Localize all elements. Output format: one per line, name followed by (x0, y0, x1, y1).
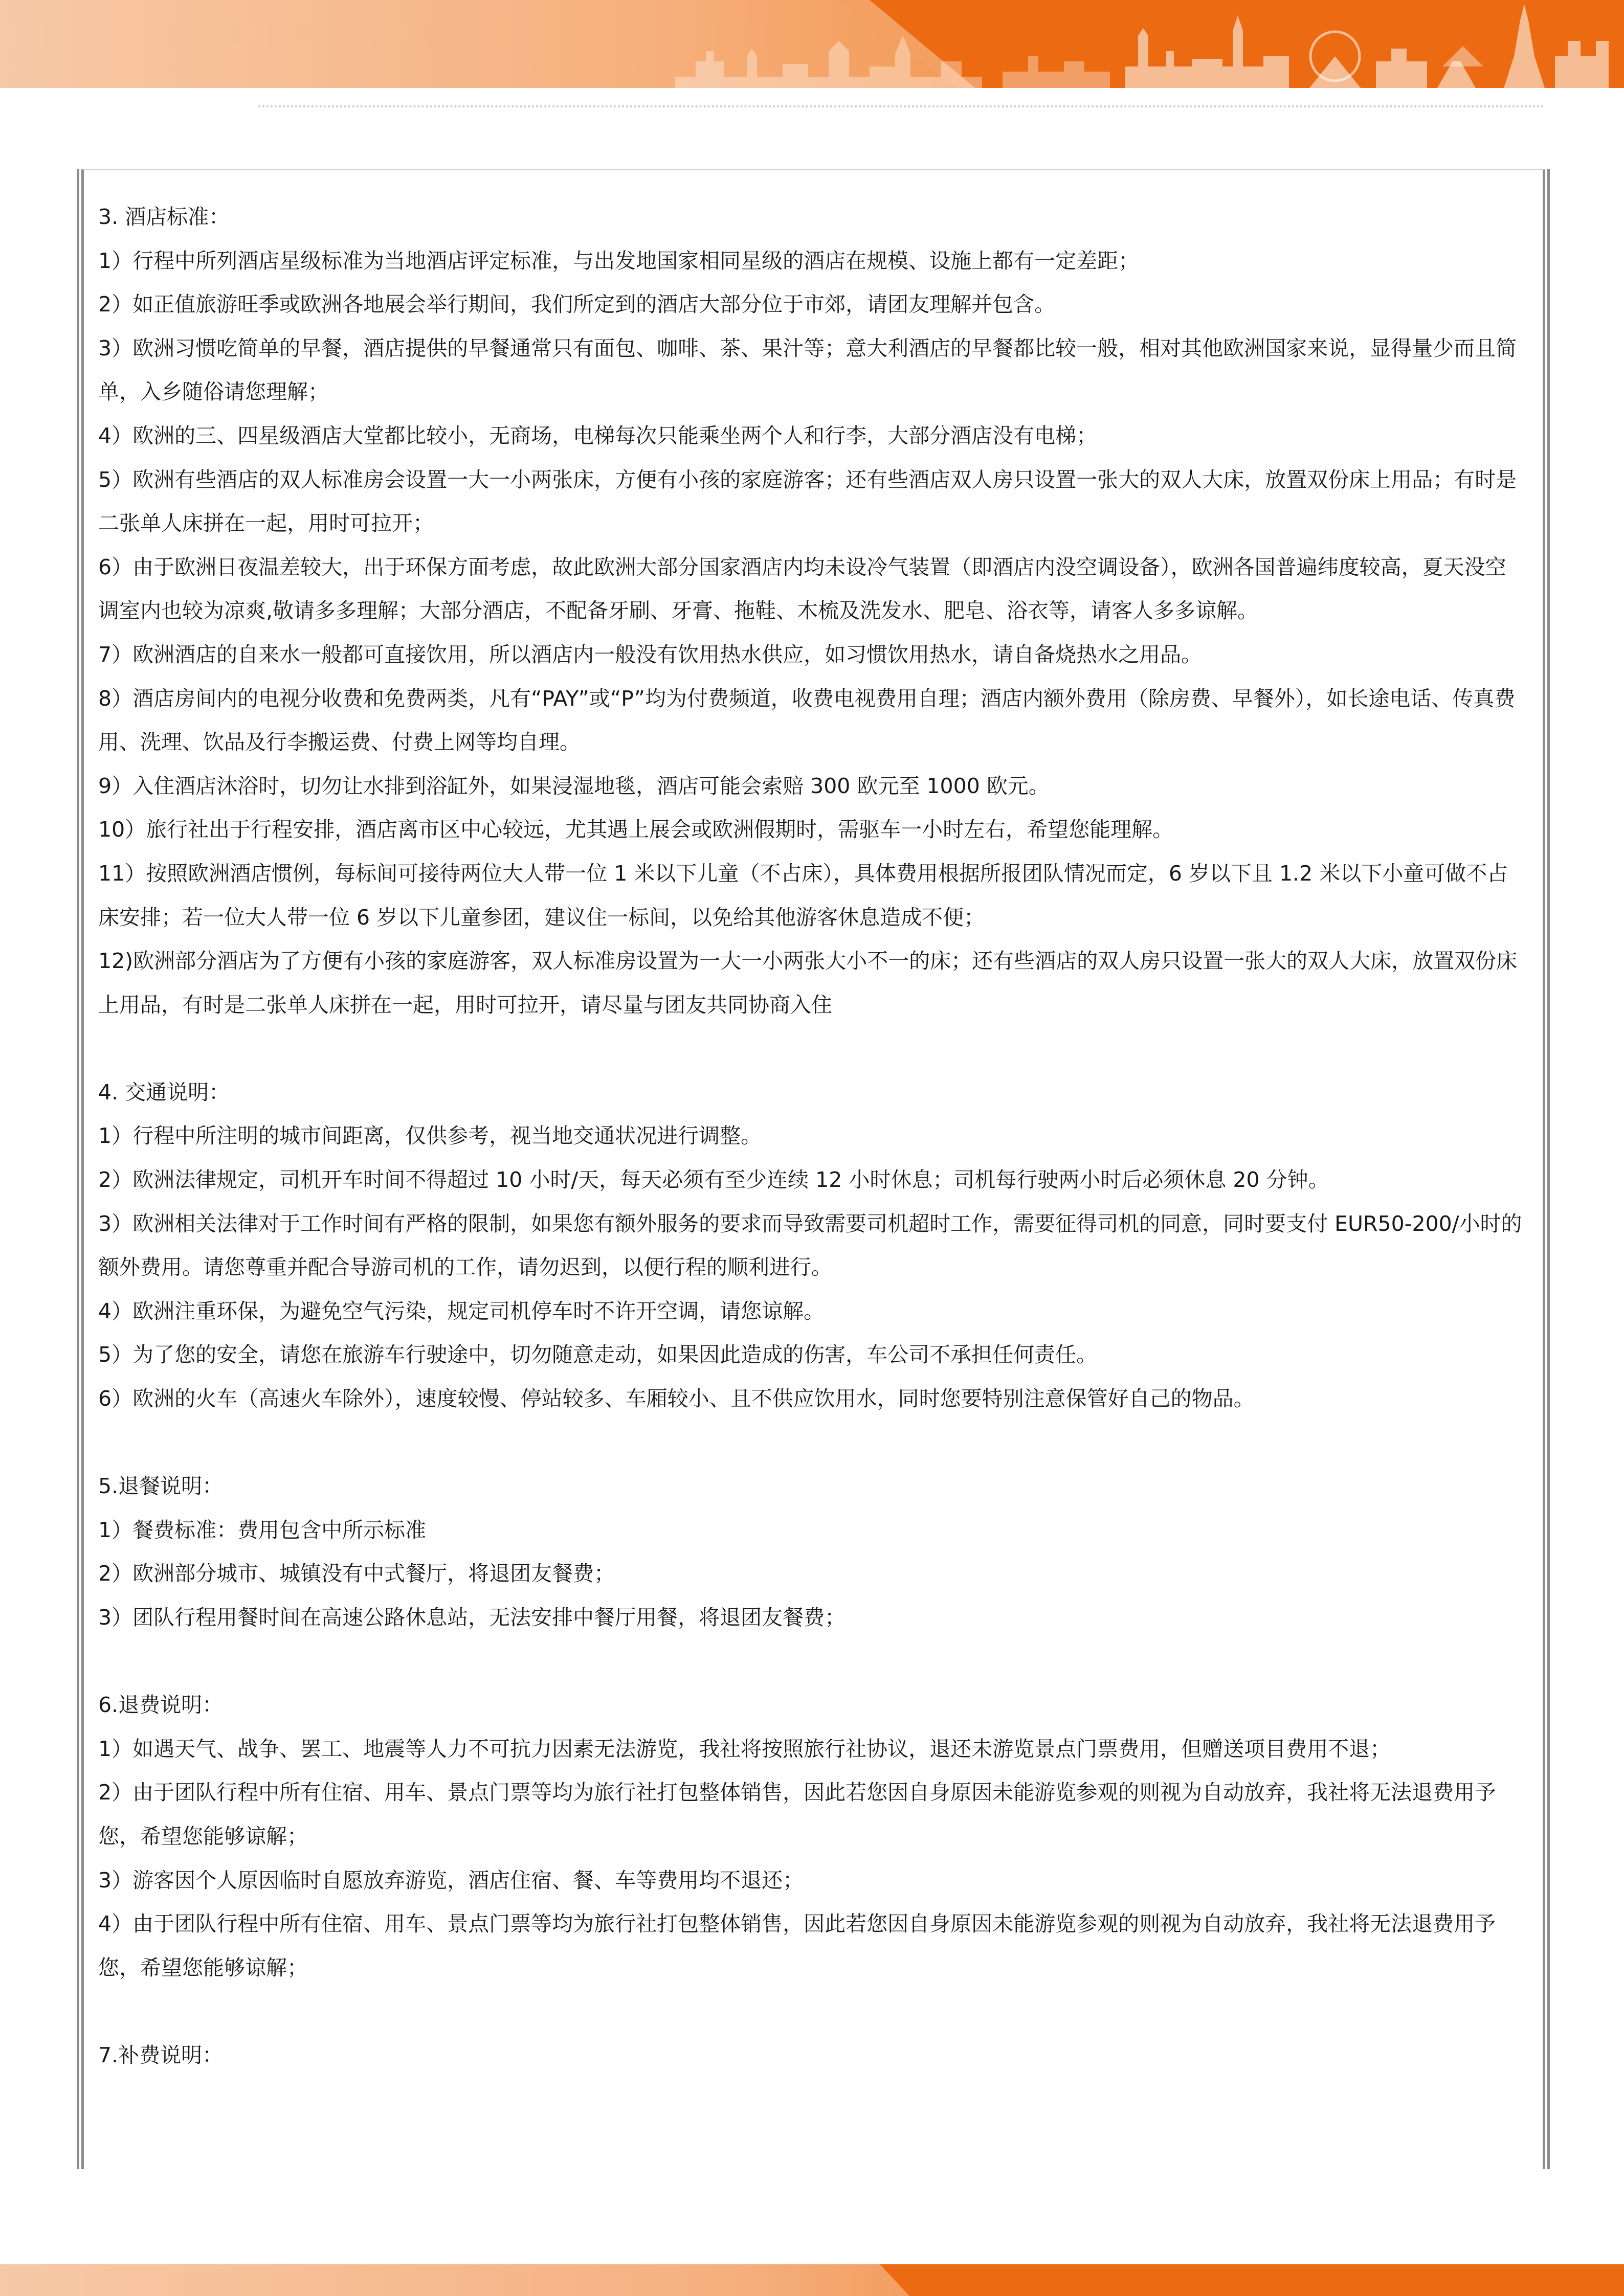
paragraph: 4）欧洲的三、四星级酒店大堂都比较小，无商场，电梯每次只能乘坐两个人和行李，大部分酒店没有电梯； (98, 423, 1098, 448)
paragraph: 5）为了您的安全，请您在旅游车行驶途中，切勿随意走动，如果因此造成的伤害，车公司不承担任何责任。 (98, 1342, 1098, 1367)
paragraph: 10）旅行社出于行程安排，酒店离市区中心较远，尤其遇上展会或欧洲假期时，需驱车一小时左右，希望您能理解。 (98, 817, 1174, 842)
paragraph: 9）入住酒店沐浴时，切勿让水排到浴缸外，如果浸湿地毯，酒店可能会索赔 300 欧元至 1000 欧元。 (98, 773, 1050, 798)
document-body (98, 195, 1526, 2078)
paragraph: 1）行程中所注明的城市间距离，仅供参考，视当地交通状况进行调整。 (98, 1123, 762, 1149)
section-gap (98, 1421, 1526, 1465)
section-title: 5.退餐说明： (98, 1474, 224, 1499)
section-title: 4. 交通说明： (98, 1079, 230, 1105)
paragraph: 1）如遇天气、战争、罢工、地震等人力不可抗力因素无法游览，我社将按照旅行社协议，退还未游览景点门票费用，但赠送项目费用不退； (98, 1736, 1391, 1761)
section-meal-refund (98, 1465, 1526, 1639)
paragraph: 2）如正值旅游旺季或欧洲各地展会举行期间，我们所定到的酒店大部分位于市郊，请团友理解并包含。 (98, 292, 1056, 317)
section-title: 3. 酒店标准： (98, 205, 230, 229)
section-hotel (98, 195, 1526, 1027)
section-transport (98, 1071, 1526, 1421)
section-refund (98, 1683, 1526, 1990)
header-divider (258, 105, 1545, 107)
paragraph: 1）餐费标准：费用包含中所示标准 (98, 1517, 427, 1542)
paragraph: 3）欧洲习惯吃简单的早餐，酒店提供的早餐通常只有面包、咖啡、茶、果汁等；意大利酒店的早餐都比较一般，相对其他欧洲国家来说，显得量少而且简单，入乡随俗请您理解； (98, 335, 1517, 404)
section-title: 6.退费说明： (98, 1693, 224, 1718)
paragraph: 12)欧洲部分酒店为了方便有小孩的家庭游客，双人标准房设置为一大一小两张大小不一的床；还有些酒店的双人房只设置一张大的双人大床，放置双份床上用品，有时是二张单人床拼在一起，用时可拉开，请尽量与团友共同协商入住 (98, 949, 1518, 1017)
paragraph: 3）欧洲相关法律对于工作时间有严格的限制，如果您有额外服务的要求而导致需要司机超时工作，需要征得司机的同意，同时要支付 EUR50-200/小时的额外费用。请您尊重并配合导游司机的工作，请勿迟到，以便行程的顺利进行。 (98, 1211, 1522, 1280)
paragraph: 7）欧洲酒店的自来水一般都可直接饮用，所以酒店内一般没有饮用热水供应，如习惯饮用热水，请自备烧热水之用品。 (98, 642, 1203, 667)
paragraph: 4）由于团队行程中所有住宿、用车、景点门票等均为旅行社打包整体销售，因此若您因自身原因未能游览参观的则视为自动放弃，我社将无法退费用予您，希望您能够谅解； (98, 1911, 1496, 1980)
paragraph: 2）由于团队行程中所有住宿、用车、景点门票等均为旅行社打包整体销售，因此若您因自身原因未能游览参观的则视为自动放弃，我社将无法退费用予您，希望您能够谅解； (98, 1780, 1496, 1849)
section-gap (98, 1027, 1526, 1071)
section-title: 7.补费说明： (98, 2042, 224, 2067)
paragraph: 6）欧洲的火车（高速火车除外），速度较慢、停站较多、车厢较小、且不供应饮用水，同时您要特别注意保管好自己的物品。 (98, 1386, 1255, 1411)
paragraph: 11）按照欧洲酒店惯例，每标间可接待两位大人带一位 1 米以下儿童（不占床），具体费用根据所报团队情况而定，6 岁以下且 1.2 米以下小童可做不占床安排；若一位大人带一位 6 岁以下儿童参团，建议住一标间，以免给其他游客休息造成不便； (98, 861, 1508, 930)
footer-orange-panel (880, 2264, 1624, 2296)
paragraph: 1）行程中所列酒店星级标准为当地酒店评定标准，与出发地国家相同星级的酒店在规模、设施上都有一定差距； (98, 248, 1140, 273)
paragraph: 2）欧洲部分城市、城镇没有中式餐厅，将退团友餐费； (98, 1561, 615, 1586)
paragraph: 5）欧洲有些酒店的双人标准房会设置一大一小两张床，方便有小孩的家庭游客；还有些酒店双人房只设置一张大的双人大床，放置双份床上用品；有时是二张单人床拼在一起，用时可拉开； (98, 467, 1517, 536)
paragraph: 8）酒店房间内的电视分收费和免费两类，凡有“PAY”或“P”均为付费频道，收费电视费用自理；酒店内额外费用（除房费、早餐外），如长途电话、传真费用、洗理、饮品及行李搬运费、付费上网等均自理。 (98, 686, 1516, 755)
paragraph: 2）欧洲法律规定，司机开车时间不得超过 10 小时/天，每天必须有至少连续 12 小时休息；司机每行驶两小时后必须休息 20 分钟。 (98, 1167, 1329, 1192)
city-skyline-icon (675, 0, 1624, 88)
section-supplement (98, 2034, 1526, 2078)
paragraph: 3）游客因个人原因临时自愿放弃游览，酒店住宿、餐、车等费用均不退还； (98, 1867, 804, 1893)
paragraph: 4）欧洲注重环保，为避免空气污染，规定司机停车时不许开空调，请您谅解。 (98, 1298, 825, 1323)
section-gap (98, 1990, 1526, 2034)
paragraph: 3）团队行程用餐时间在高速公路休息站，无法安排中餐厅用餐，将退团友餐费； (98, 1605, 846, 1630)
paragraph: 6）由于欧洲日夜温差较大，出于环保方面考虑，故此欧洲大部分国家酒店内均未设冷气装置（即酒店内没空调设备），欧洲各国普遍纬度较高，夏天没空调室内也较为凉爽,敬请多多理解；大部分酒店，不配备牙刷、牙膏、拖鞋、木梳及洗发水、肥皂、浴衣等，请客人多多谅解。 (98, 554, 1506, 623)
section-gap (98, 1640, 1526, 1684)
